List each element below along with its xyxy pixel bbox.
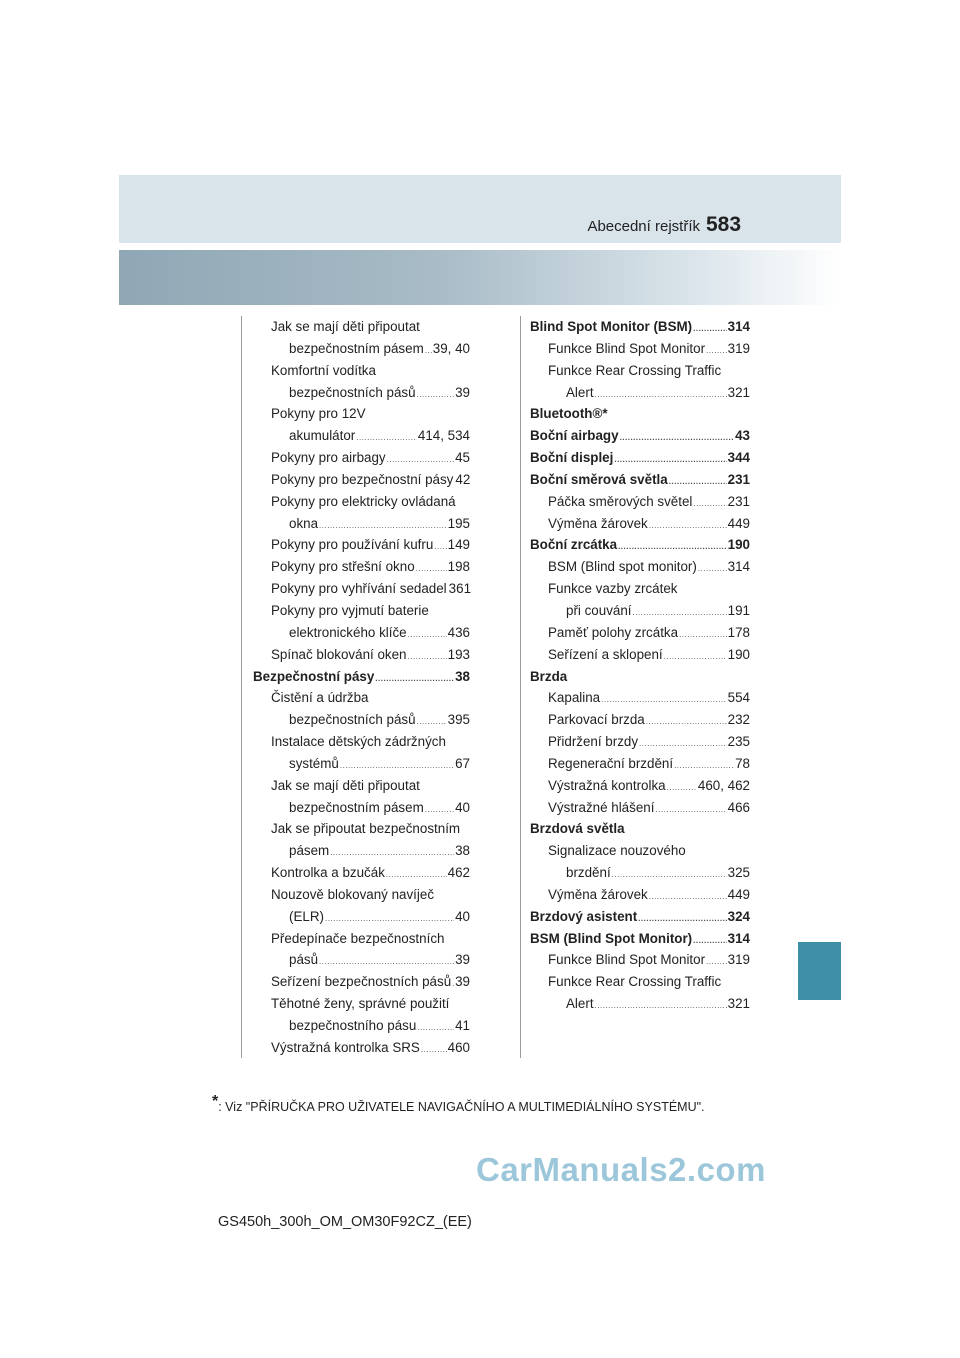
index-entry: [253, 840, 470, 862]
dot-leader: [340, 755, 454, 777]
dot-leader: [649, 515, 727, 537]
dot-leader: [669, 471, 727, 493]
index-entry-term: Funkce Rear Crossing Traffic: [548, 974, 722, 990]
index-entry-term: Jak se mají děti připoutat: [271, 319, 420, 334]
header-title: Abecední rejstřík: [587, 218, 700, 235]
index-entry-page: 235: [727, 734, 750, 750]
index-entry-page: 39, 40: [432, 340, 470, 356]
index-entry-page: 414, 534: [417, 428, 470, 444]
index-entry-term: Brzdový asistent: [530, 908, 638, 924]
index-entry-page: 460: [447, 1039, 470, 1055]
index-entry-page: 193: [447, 646, 470, 662]
index-entry-term: Čistění a údržba: [271, 690, 369, 706]
index-entry-term: (ELR): [289, 908, 324, 924]
index-entry: [253, 753, 470, 775]
index-entry-page: 40: [455, 799, 470, 815]
index-entry-term: Bezpečnostní pásy: [253, 668, 375, 684]
index-entry: [253, 600, 470, 622]
index-entry: [253, 1015, 470, 1037]
index-entry-page: 325: [727, 865, 750, 881]
dot-leader: [408, 646, 447, 668]
index-entry-page: 321: [727, 384, 750, 400]
index-entry: [530, 534, 750, 556]
index-entry-page: 42: [455, 471, 471, 487]
index-entry: [253, 425, 470, 447]
index-entry-term: Boční airbagy: [530, 428, 619, 444]
index-entry: [530, 971, 750, 993]
index-entry-term: BSM (Blind Spot Monitor): [530, 930, 693, 946]
index-entry: [530, 644, 750, 666]
index-entry: [253, 360, 470, 382]
index-entry-term: Výstražná kontrolka: [548, 777, 666, 793]
index-entry: [253, 949, 470, 971]
index-entry: [530, 447, 750, 469]
footnote: [212, 1093, 705, 1114]
dot-leader: [655, 799, 726, 821]
index-entry-term: systémů: [289, 755, 339, 771]
index-entry: [530, 818, 750, 840]
index-entry-term: Jak se připoutat bezpečnostním: [271, 821, 461, 837]
index-entry-page: 39: [455, 952, 470, 968]
dot-leader: [649, 886, 727, 908]
index-entry: [253, 622, 470, 644]
index-entry: [530, 731, 750, 753]
index-entry: [253, 687, 470, 709]
index-entry-page: 38: [455, 668, 470, 684]
index-entry-term: Pokyny pro airbagy: [271, 450, 386, 466]
index-entry: [530, 600, 750, 622]
index-entry: [253, 797, 470, 819]
index-entry: [253, 775, 470, 797]
index-entry: [253, 709, 470, 731]
dot-leader: [417, 384, 455, 406]
dot-leader: [319, 515, 447, 537]
dot-leader: [595, 995, 727, 1017]
dot-leader: [620, 427, 735, 449]
index-entry-page: 191: [727, 602, 750, 618]
dot-leader: [416, 558, 447, 580]
dot-leader: [693, 493, 726, 515]
index-entry-page: 195: [447, 515, 470, 531]
index-entry-term: okna: [289, 515, 319, 531]
dot-leader: [614, 449, 726, 471]
index-entry: [530, 316, 750, 338]
index-entry: [530, 797, 750, 819]
dot-leader: [706, 340, 727, 362]
index-entry: [253, 1037, 470, 1059]
index-entry-term: Signalizace nouzového: [548, 843, 686, 859]
index-entry-term: bezpečnostním pásem: [289, 340, 424, 356]
index-entry: [253, 578, 470, 600]
index-entry: [530, 578, 750, 600]
footnote-mark: *: [212, 1093, 219, 1110]
index-entry-term: Těhotné ženy, správné použití: [271, 996, 450, 1012]
index-entry-page: 178: [727, 624, 750, 640]
index-entry-term: Výměna žárovek: [548, 886, 648, 902]
index-entry-term: elektronického klíče: [289, 624, 407, 640]
index-entry: [253, 491, 470, 513]
index-entry: [253, 928, 470, 950]
index-entry-term: Přidržení brzdy: [548, 734, 639, 750]
index-entry-term: Brzda: [530, 668, 568, 684]
index-entry-page: 43: [735, 428, 750, 444]
dot-leader: [325, 908, 454, 930]
index-entry-page: 232: [727, 712, 750, 728]
index-entry-page: 45: [455, 450, 470, 466]
index-entry: [530, 382, 750, 404]
index-entry: [253, 993, 470, 1015]
dot-leader: [667, 777, 697, 799]
column-divider-left: [241, 316, 242, 1058]
index-entry-term: Komfortní vodítka: [271, 362, 376, 378]
index-entry-page: 198: [447, 559, 470, 575]
index-entry-term: Bluetooth®*: [530, 406, 608, 422]
index-entry: [530, 556, 750, 578]
dot-leader: [646, 711, 727, 733]
index-entry-term: Páčka směrových světel: [548, 493, 693, 509]
index-entry: [253, 731, 470, 753]
index-entry: [253, 884, 470, 906]
index-entry-term: Jak se mají děti připoutat: [271, 777, 420, 793]
index-entry: [530, 338, 750, 360]
index-entry: [530, 513, 750, 535]
index-entry-term: bezpečnostním pásem: [289, 799, 424, 815]
index-entry: [253, 818, 470, 840]
index-entry: [530, 753, 750, 775]
index-entry: [530, 403, 750, 425]
index-entry-page: 67: [455, 755, 470, 771]
index-entry-term: Alert: [566, 384, 594, 400]
index-entry: [530, 993, 750, 1015]
index-entry-page: 395: [447, 712, 470, 728]
index-entry-term: Parkovací brzda: [548, 712, 645, 728]
index-entry-term: bezpečnostních pásů: [289, 384, 416, 400]
dot-leader: [417, 711, 447, 733]
index-entry: [530, 622, 750, 644]
index-entry: [253, 382, 470, 404]
index-entry-term: Kapalina: [548, 690, 601, 706]
dot-leader: [706, 951, 727, 973]
index-entry-term: Pokyny pro střešní okno: [271, 559, 415, 575]
index-entry: [253, 534, 470, 556]
dot-leader: [664, 646, 727, 668]
index-entry-term: Brzdová světla: [530, 821, 625, 837]
index-entry-term: Seřízení bezpečnostních pásů: [271, 974, 452, 990]
index-entry: [530, 491, 750, 513]
index-side-tab: [798, 942, 841, 1000]
dot-leader: [452, 973, 454, 995]
index-entry-term: Předepínače bezpečnostních: [271, 930, 445, 946]
index-entry-term: akumulátor: [289, 428, 356, 444]
index-entry: [253, 316, 470, 338]
index-entry-term: brzdění: [566, 865, 611, 881]
index-entry: [530, 840, 750, 862]
index-entry: [530, 775, 750, 797]
dot-leader: [601, 689, 727, 711]
dot-leader: [434, 536, 446, 558]
index-entry-term: Funkce Rear Crossing Traffic: [548, 362, 722, 378]
dot-leader: [698, 558, 727, 580]
index-entry-page: 449: [727, 515, 750, 531]
index-entry: [530, 425, 750, 447]
index-entry-term: Výstražná kontrolka SRS: [271, 1039, 420, 1055]
index-entry: [530, 949, 750, 971]
index-entry-page: 38: [455, 843, 470, 859]
index-entry-page: 231: [727, 493, 750, 509]
index-entry-page: 460, 462: [697, 777, 750, 793]
index-entry: [253, 666, 470, 688]
index-entry-term: Boční displej: [530, 450, 614, 466]
index-entry-page: 324: [727, 908, 750, 924]
index-entry: [530, 906, 750, 928]
dot-leader: [633, 602, 727, 624]
index-entry-page: 449: [727, 886, 750, 902]
dot-leader: [417, 1017, 454, 1039]
index-entry-term: Pokyny pro 12V: [271, 406, 366, 422]
index-entry-page: 149: [447, 537, 470, 553]
index-entry-term: BSM (Blind spot monitor): [548, 559, 697, 575]
dot-leader: [674, 755, 734, 777]
index-entry-page: 231: [727, 471, 750, 487]
index-entry: [530, 928, 750, 950]
index-entry-term: Pokyny pro elektricky ovládaná: [271, 493, 456, 509]
index-entry-term: Funkce vazby zrcátek: [548, 581, 678, 597]
index-entry-page: 78: [735, 755, 750, 771]
dot-leader: [693, 318, 727, 340]
index-entry-page: 361: [448, 581, 472, 597]
index-entry-page: 319: [727, 340, 750, 356]
section-gradient-band: [119, 250, 841, 305]
index-entry-term: Spínač blokování oken: [271, 646, 407, 662]
index-entry-term: Pokyny pro používání kufru: [271, 537, 434, 553]
dot-leader: [356, 427, 417, 449]
index-entry: [530, 884, 750, 906]
dot-leader: [330, 842, 454, 864]
index-entry: [253, 906, 470, 928]
index-entry: [253, 556, 470, 578]
index-entry-term: Výstražné hlášení: [548, 799, 655, 815]
index-entry: [253, 469, 470, 491]
index-entry: [530, 709, 750, 731]
dot-leader: [408, 624, 447, 646]
index-entry-term: bezpečnostního pásu: [289, 1018, 417, 1033]
index-entry-term: Nouzově blokovaný navíječ: [271, 886, 435, 902]
dot-leader: [693, 930, 727, 952]
index-column-right: [530, 316, 750, 1015]
index-entry-term: Pokyny pro bezpečnostní pásy: [271, 471, 454, 487]
index-entry: [253, 971, 470, 993]
dot-leader: [679, 624, 727, 646]
footer-document-code: GS450h_300h_OM_OM30F92CZ_(EE): [218, 1214, 472, 1230]
index-entry-page: 344: [727, 450, 750, 466]
index-entry: [530, 360, 750, 382]
index-entry-term: Kontrolka a bzučák: [271, 865, 385, 881]
index-entry-term: Funkce Blind Spot Monitor: [548, 340, 706, 356]
index-entry-page: 190: [727, 646, 750, 662]
index-entry-page: 436: [447, 624, 470, 640]
dot-leader: [386, 864, 447, 886]
index-entry-page: 554: [727, 690, 750, 706]
dot-leader: [425, 799, 454, 821]
index-entry-page: 314: [727, 559, 750, 575]
index-entry-term: Pokyny pro vyjmutí baterie: [271, 602, 429, 618]
index-entry-term: Boční zrcátka: [530, 537, 618, 553]
index-entry: [253, 862, 470, 884]
dot-leader: [612, 864, 727, 886]
index-entry-term: Funkce Blind Spot Monitor: [548, 952, 706, 968]
index-entry-page: 314: [727, 930, 750, 946]
index-entry: [253, 644, 470, 666]
index-entry-page: 39: [455, 974, 470, 990]
index-entry-page: 41: [455, 1018, 470, 1033]
index-entry-term: bezpečnostních pásů: [289, 712, 416, 728]
index-entry: [530, 687, 750, 709]
index-entry: [253, 513, 470, 535]
page-number: 583: [706, 213, 742, 236]
index-entry-term: Výměna žárovek: [548, 515, 648, 531]
footnote-text: : Viz "PŘÍRUČKA PRO UŽIVATELE NAVIGAČNÍHO A MULTIMEDIÁLNÍHO SYSTÉMU".: [218, 1100, 705, 1115]
index-entry-page: 319: [727, 952, 750, 968]
index-entry: [253, 338, 470, 360]
index-column-left: [253, 316, 470, 1059]
index-entry-term: pásem: [289, 843, 330, 859]
dot-leader: [319, 951, 454, 973]
index-entry-term: Paměť polohy zrcátka: [548, 624, 679, 640]
index-entry-term: Seřízení a sklopení: [548, 646, 663, 662]
index-entry-term: Alert: [566, 996, 594, 1012]
dot-leader: [425, 340, 432, 362]
index-entry-page: 321: [727, 996, 750, 1012]
index-entry-term: Boční směrová světla: [530, 471, 668, 487]
dot-leader: [387, 449, 454, 471]
dot-leader: [618, 536, 727, 558]
index-entry-page: 39: [455, 384, 470, 400]
index-entry-page: 190: [727, 537, 750, 553]
index-entry-term: Instalace dětských zádržných: [271, 734, 446, 750]
index-entry-page: 314: [727, 319, 750, 334]
index-entry-term: pásů: [289, 952, 319, 968]
dot-leader: [421, 1039, 447, 1061]
column-divider-middle: [520, 316, 521, 1058]
watermark-logo: CarManuals2.com: [476, 1151, 766, 1188]
index-entry-page: 462: [447, 865, 470, 881]
dot-leader: [595, 384, 727, 406]
index-entry: [253, 403, 470, 425]
index-entry-term: při couvání: [566, 602, 632, 618]
index-entry-term: Pokyny pro vyhřívání sedadel: [271, 581, 447, 597]
index-entry: [530, 862, 750, 884]
dot-leader: [638, 908, 726, 930]
index-entry-term: Regenerační brzdění: [548, 755, 674, 771]
index-entry: [530, 469, 750, 491]
index-entry-term: Blind Spot Monitor (BSM): [530, 319, 693, 334]
index-entry-page: 40: [455, 908, 470, 924]
index-entry: [253, 447, 470, 469]
index-entry-page: 466: [727, 799, 750, 815]
dot-leader: [639, 733, 727, 755]
index-entry: [530, 666, 750, 688]
dot-leader: [375, 668, 454, 690]
